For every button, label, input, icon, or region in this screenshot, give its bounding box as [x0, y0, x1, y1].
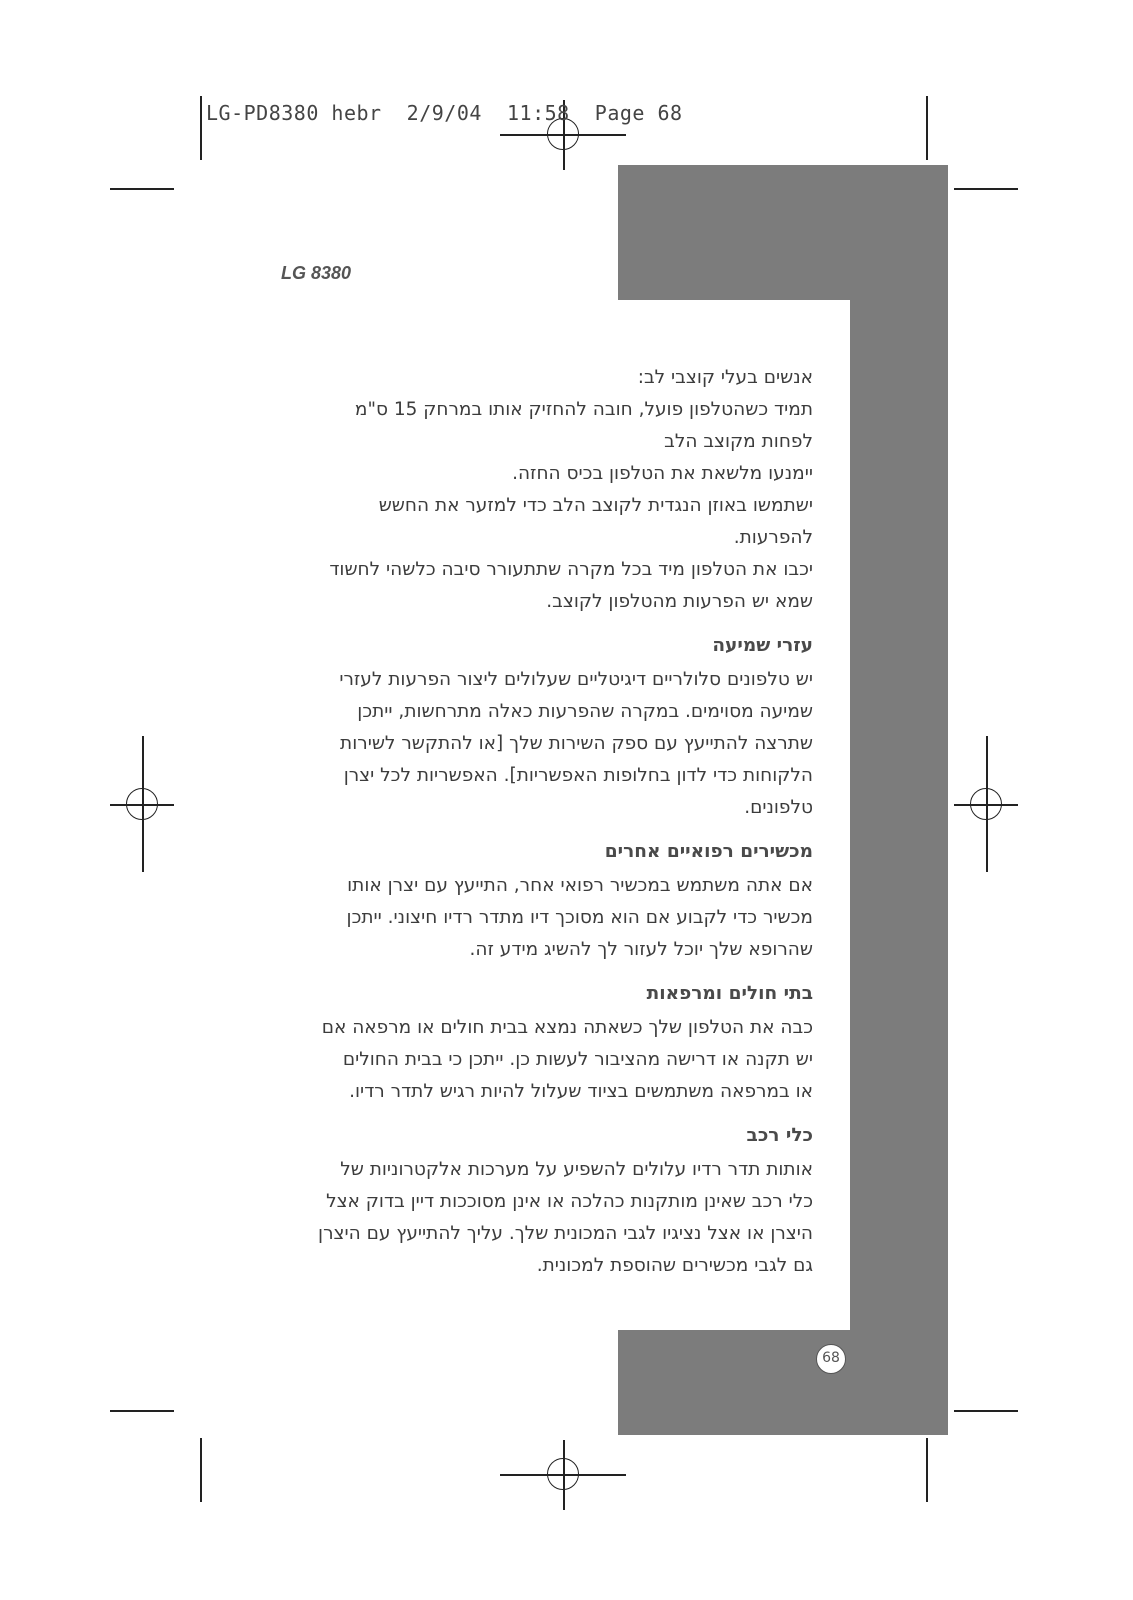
crop-mark	[110, 1410, 174, 1412]
page-content	[280, 362, 813, 1282]
crop-mark	[200, 1438, 202, 1502]
text-line: כלי רכב שאינן מותקנות כהלכה או אינן מסוככות דיין בדוק אצל	[326, 1191, 813, 1212]
crop-mark	[926, 1438, 928, 1502]
section-heading: בתי חולים ומרפאות	[646, 983, 813, 1004]
text-line: גם לגבי מכשירים שהוספת למכונית.	[536, 1255, 813, 1276]
section-vehicles	[280, 1120, 813, 1282]
text-line: הלקוחות כדי לדון בחלופות האפשריות]. האפשריות לכל יצרן	[343, 765, 813, 786]
section-heading: כלי רכב	[746, 1125, 813, 1146]
text-line: או במרפאה משתמשים בציוד שעלול להיות רגיש לתדר רדיו.	[349, 1081, 813, 1102]
text-line: טלפונים.	[744, 797, 813, 818]
registration-mark-circle	[970, 788, 1002, 820]
text-line: יימנעו מלשאת את הטלפון בכיס החזה.	[512, 463, 813, 484]
text-line: שתרצה להתייעץ עם ספק השירות שלך [או להתקשר לשירות	[340, 733, 813, 754]
text-line: כבה את הטלפון שלך כשאתה נמצא בבית חולים או מרפאה אם	[321, 1017, 813, 1038]
text-line: יש טלפונים סלולריים דיגיטליים שעלולים ליצור הפרעות לעזרי	[339, 669, 813, 690]
text-line: אנשים בעלי קוצבי לב:	[637, 367, 813, 388]
text-line: להפרעות.	[733, 527, 813, 548]
crop-mark	[110, 188, 174, 190]
text-line: תמיד כשהטלפון פועל, חובה להחזיק אותו במרחק 15 ס"מ	[354, 399, 813, 420]
registration-mark-circle	[126, 788, 158, 820]
text-line: שמא יש הפרעות מהטלפון לקוצב.	[546, 591, 813, 612]
section-medical-devices	[280, 836, 813, 966]
section-heading: עזרי שמיעה	[712, 635, 813, 656]
intro-block	[280, 362, 813, 618]
page-number: 68	[816, 1344, 846, 1374]
text-line: שהרופא שלך יוכל לעזור לך להשיג מידע זה.	[469, 939, 813, 960]
print-slug: LG-PD8380 hebr 2/9/04 11:58 Page 68	[206, 101, 683, 125]
text-line: אם אתה משתמש במכשיר רפואי אחר, התייעץ עם יצרן אותו	[347, 875, 813, 896]
text-line: לפחות מקוצב הלב	[664, 431, 813, 452]
text-line: יכבו את הטלפון מיד בכל מקרה שתתעורר סיבה כלשהי לחשוד	[329, 559, 813, 580]
model-title: LG 8380	[281, 263, 352, 283]
text-line: מכשיר כדי לקבוע אם הוא מסוכך דיו מתדר רדיו חיצוני. ייתכן	[346, 907, 813, 928]
section-heading: מכשירים רפואיים אחרים	[604, 841, 813, 862]
text-line: אותות תדר רדיו עלולים להשפיע על מערכות אלקטרוניות של	[340, 1159, 813, 1180]
text-line: יש תקנה או דרישה מהציבור לעשות כן. ייתכן כי בבית החולים	[342, 1049, 813, 1070]
crop-mark	[954, 188, 1018, 190]
text-line: ישתמשו באוזן הנגדית לקוצב הלב כדי למזער את החשש	[378, 495, 813, 516]
text-line: שמיעה מסוימים. במקרה שהפרעות כאלה מתרחשות, ייתכן	[357, 701, 813, 722]
section-hearing-aids	[280, 630, 813, 824]
registration-mark-circle	[547, 1458, 579, 1490]
crop-mark	[200, 96, 202, 160]
crop-mark	[954, 1410, 1018, 1412]
text-line: היצרן או אצל נציגיו לגבי המכונית שלך. עליך להתייעץ עם היצרן	[318, 1223, 813, 1244]
section-hospitals	[280, 978, 813, 1108]
crop-mark	[926, 96, 928, 160]
